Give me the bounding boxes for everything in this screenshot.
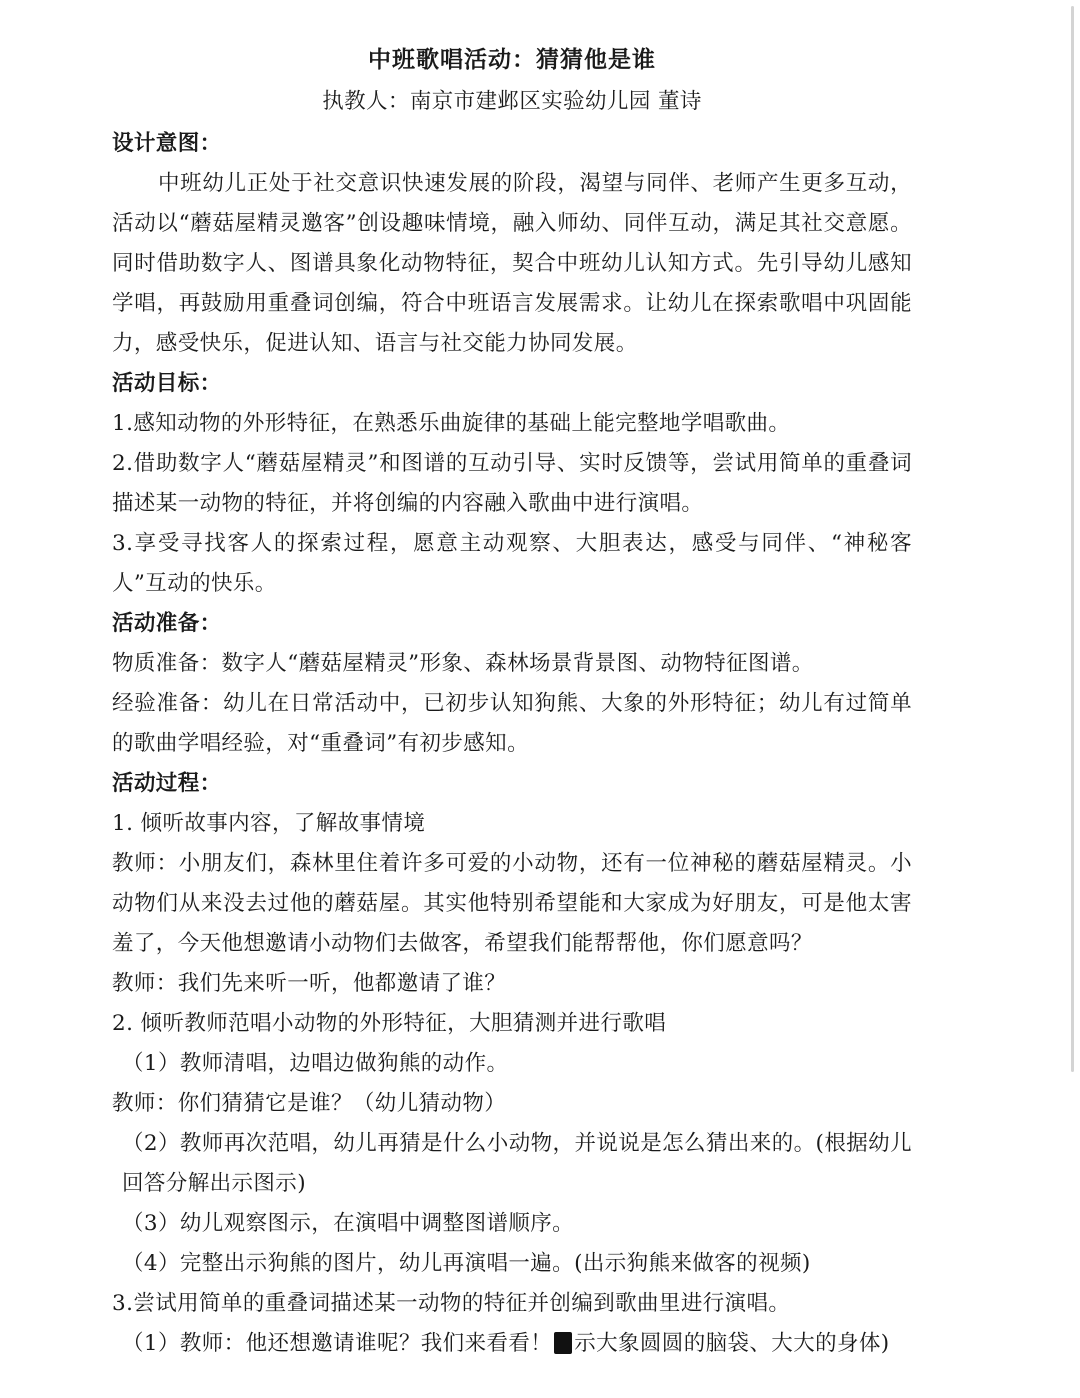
document-title: 中班歌唱活动：猜猜他是谁	[368, 46, 656, 73]
goals-heading: 活动目标：	[112, 371, 222, 396]
scrollbar[interactable]	[1071, 6, 1074, 1072]
teacher-line-2: 教师：我们先来听一听，他都邀请了谁？	[112, 971, 507, 996]
redaction-mark	[554, 1332, 572, 1354]
prep-material: 物质准备：数字人“蘑菇屋精灵”形象、森林场景背景图、动物特征图谱。	[112, 651, 814, 676]
goal-item-3: 3.享受寻找客人的探索过程，愿意主动观察、大胆表达，感受与同伴、“神秘客人”互动的快乐。	[112, 531, 912, 596]
process-step-2-2: （2）教师再次范唱，幼儿再猜是什么小动物，并说说是怎么猜出来的。(根据幼儿回答分解出示图示)	[122, 1131, 912, 1196]
prep-experience: 经验准备：幼儿在日常活动中，已初步认知狗熊、大象的外形特征；幼儿有过简单的歌曲学唱经验，对“重叠词”有初步感知。	[112, 691, 912, 756]
process-step-2: 2. 倾听教师范唱小动物的外形特征，大胆猜测并进行歌唱	[112, 1011, 667, 1036]
goal-item-1: 1.感知动物的外形特征，在熟悉乐曲旋律的基础上能完整地学唱歌曲。	[112, 411, 791, 436]
process-step-2-3: （3）幼儿观察图示，在演唱中调整图谱顺序。	[122, 1211, 575, 1236]
process-step-3-1-text: （1）教师：他还想邀请谁呢？我们来看看！	[122, 1331, 553, 1356]
goal-item-2: 2.借助数字人“蘑菇屋精灵”和图谱的互动引导、实时反馈等，尝试用简单的重叠词描述某一动物的特征，并将创编的内容融入歌曲中进行演唱。	[112, 451, 912, 516]
teacher-line-1: 教师：小朋友们，森林里住着许多可爱的小动物，还有一位神秘的蘑菇屋精灵。小动物们从来没去过他的蘑菇屋。其实他特别希望能和大家成为好朋友，可是他太害羞了，今天他想邀请小动物们去做客，希望我们能帮帮他，你们愿意吗？	[112, 851, 912, 956]
process-step-3: 3.尝试用简单的重叠词描述某一动物的特征并创编到歌曲里进行演唱。	[112, 1291, 791, 1316]
process-step-1: 1. 倾听故事内容，了解故事情境	[112, 811, 426, 836]
prep-heading: 活动准备：	[112, 611, 222, 636]
design-paragraph: 中班幼儿正处于社交意识快速发展的阶段，渴望与同伴、老师产生更多互动，活动以“蘑菇屋精灵邀客”创设趣味情境，融入师幼、同伴互动，满足其社交意愿。同时借助数字人、图谱具象化动物特征，契合中班幼儿认知方式。先引导幼儿感知学唱，再鼓励用重叠词创编，符合中班语言发展需求。让幼儿在探索歌唱中巩固能力，感受快乐，促进认知、语言与社交能力协同发展。	[112, 171, 912, 356]
process-step-3-1	[112, 1324, 912, 1364]
teacher-line-3: 教师：你们猜猜它是谁？（幼儿猜动物）	[112, 1091, 507, 1116]
process-step-3-1-tail: 示大象圆圆的脑袋、大大的身体)	[574, 1331, 890, 1356]
process-step-2-1: （1）教师清唱，边唱边做狗熊的动作。	[122, 1051, 509, 1076]
document-author: 执教人：南京市建邺区实验幼儿园 董诗	[322, 89, 702, 114]
process-step-2-4: （4）完整出示狗熊的图片，幼儿再演唱一遍。(出示狗熊来做客的视频)	[122, 1251, 811, 1276]
process-heading: 活动过程：	[112, 771, 222, 796]
design-heading: 设计意图：	[112, 131, 222, 156]
document-body	[112, 40, 912, 1364]
